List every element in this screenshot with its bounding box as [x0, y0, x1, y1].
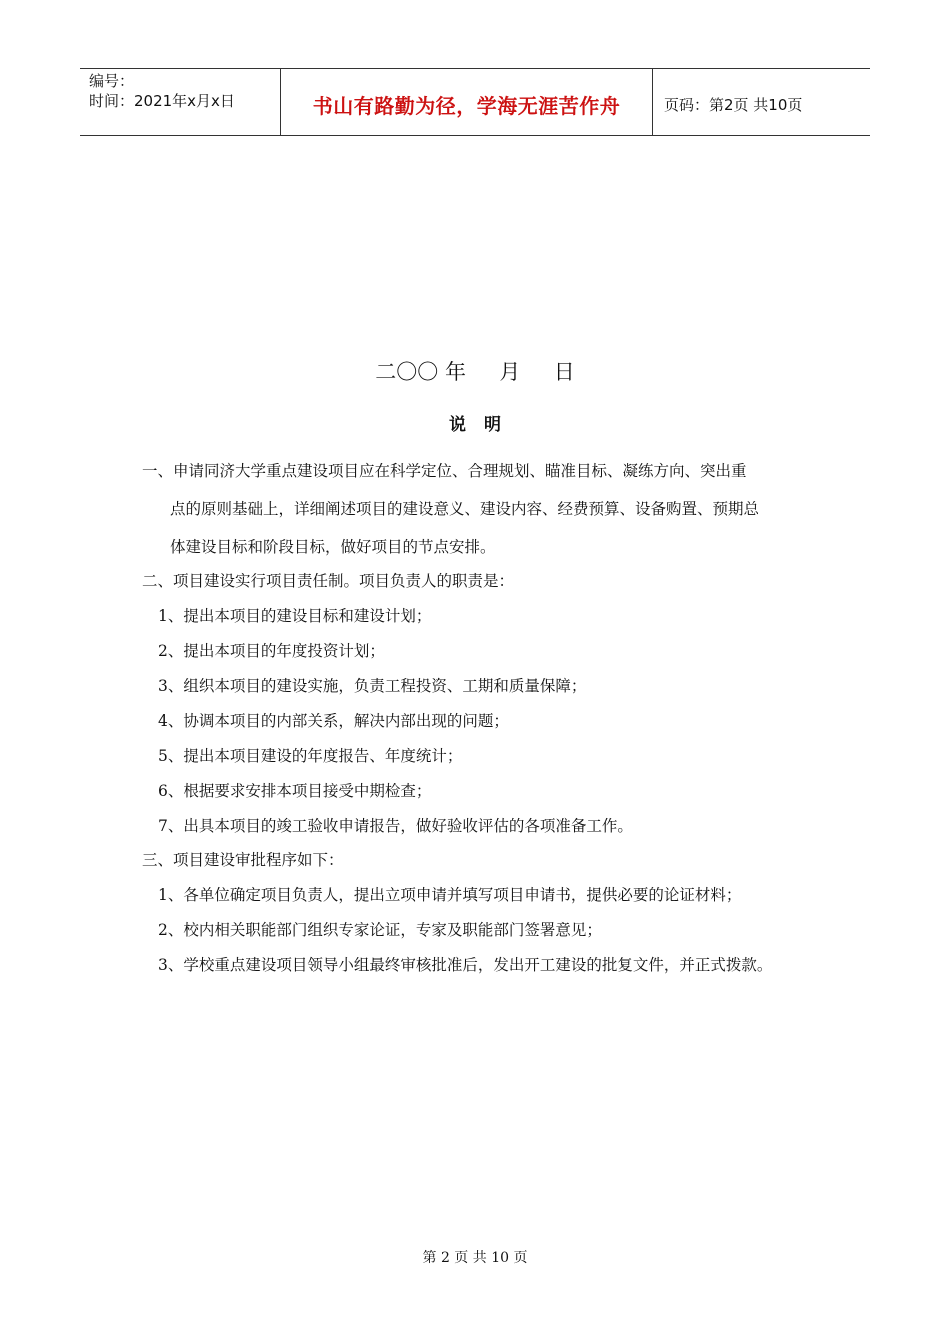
header-meta-cell	[80, 69, 281, 135]
section-three-item-2: 2、校内相关职能部门组织专家论证，专家及职能部门签署意见；	[158, 921, 602, 939]
section-two-item-1: 1、提出本项目的建设目标和建设计划；	[158, 607, 432, 625]
section-three-item-1: 1、各单位确定项目负责人，提出立项申请并填写项目申请书，提供必要的论证材料；	[158, 886, 742, 904]
section-one-line-2: 点的原则基础上，详细阐述项目的建设意义、建设内容、经费预算、设备购置、预期总	[170, 500, 760, 518]
section-two-item-3: 3、组织本项目的建设实施，负责工程投资、工期和质量保障；	[158, 677, 587, 695]
section-two-item-5: 5、提出本项目建设的年度报告、年度统计；	[158, 747, 463, 765]
section-two-heading: 二、项目建设实行项目责任制。项目负责人的职责是：	[142, 572, 515, 590]
page-footer: 第 2 页 共 10 页	[422, 1250, 528, 1266]
section-two-item-7: 7、出具本项目的竣工验收申请报告，做好验收评估的各项准备工作。	[158, 817, 633, 835]
section-three-item-3: 3、学校重点建设项目领导小组最终审核批准后，发出开工建设的批复文件，并正式拨款。	[158, 956, 773, 974]
section-two-item-2: 2、提出本项目的年度投资计划；	[158, 642, 385, 660]
page-code-text: 页码：第2页 共10页	[664, 95, 803, 114]
section-one-line-1: 一、申请同济大学重点建设项目应在科学定位、合理规划、瞄准目标、凝练方向、突出重	[142, 462, 747, 480]
header-page-cell	[653, 69, 870, 135]
section-two-item-4: 4、协调本项目的内部关系，解决内部出现的问题；	[158, 712, 509, 730]
section-two-item-6: 6、根据要求安排本项目接受中期检查；	[158, 782, 432, 800]
section-three-heading: 三、项目建设审批程序如下：	[142, 851, 344, 869]
motto-text: 书山有路勤为径，学海无涯苦作舟	[312, 93, 621, 118]
serial-number-label: 编号：	[89, 72, 135, 90]
time-label: 时间：2021年x月x日	[89, 92, 235, 110]
document-title: 说明	[449, 415, 519, 435]
date-line: 二〇〇 年 月 日	[375, 360, 575, 384]
section-one-line-3: 体建设目标和阶段目标，做好项目的节点安排。	[170, 538, 496, 556]
page-header	[80, 68, 870, 136]
header-motto-cell	[281, 69, 653, 135]
